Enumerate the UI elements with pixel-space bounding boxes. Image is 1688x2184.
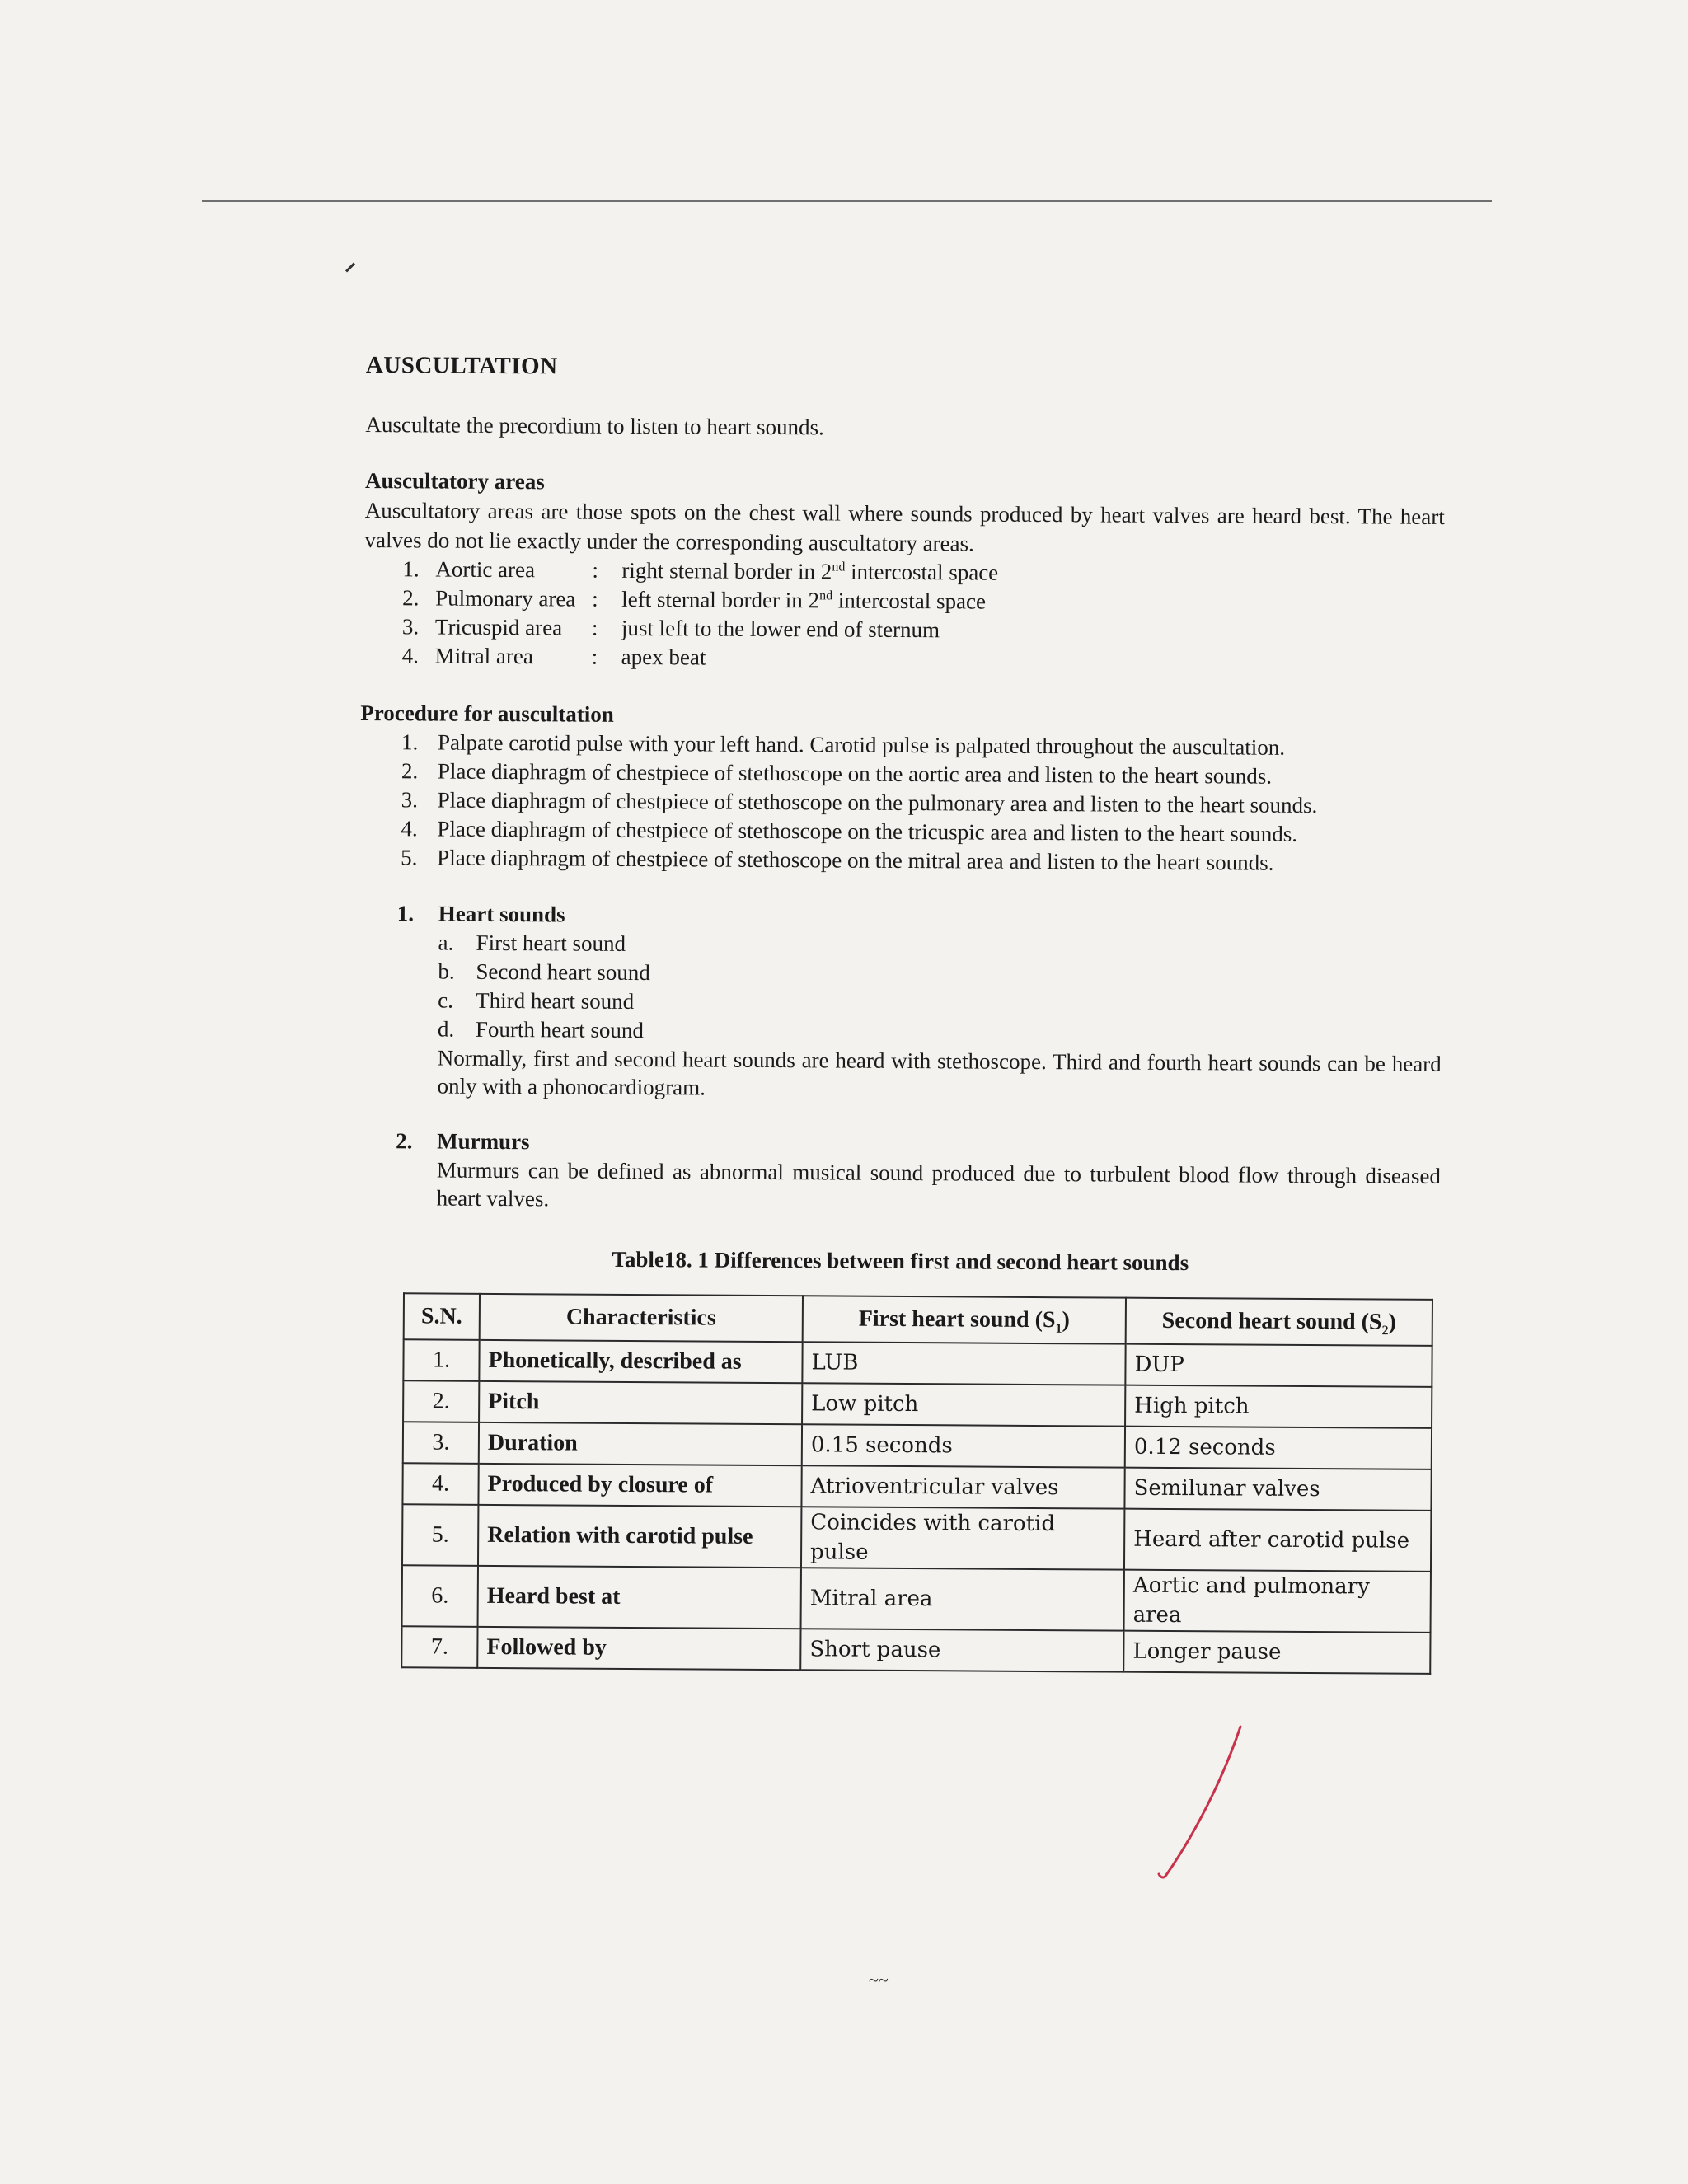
ordinal-suffix: nd (819, 588, 833, 603)
header-text: First heart sound (S (858, 1305, 1056, 1333)
cell-second: Semilunar valves (1124, 1468, 1431, 1511)
section-title: Murmurs (437, 1128, 530, 1155)
section-number: 2. (396, 1128, 413, 1154)
table-row (402, 1565, 1431, 1633)
cell-second: High pitch (1125, 1385, 1432, 1428)
cell-characteristic: Followed by (477, 1627, 800, 1670)
step-text: Place diaphragm of chestpiece of stethoscope on the tricuspic area and listen to the heart sounds. (437, 816, 1298, 846)
header-text: Second heart sound (S (1161, 1307, 1382, 1335)
murmurs-section (396, 1126, 1442, 1218)
area-name: Mitral area (434, 643, 534, 669)
cell-second: DUP (1125, 1344, 1432, 1387)
cell-first: Atrioventricular valves (801, 1465, 1124, 1508)
area-description: just left to the lower end of sternum (621, 615, 940, 643)
list-item (402, 641, 1444, 677)
separator: : (592, 557, 598, 583)
cell-second: 0.12 seconds (1125, 1427, 1432, 1469)
cell-second: Aortic and pulmonary area (1124, 1570, 1431, 1633)
ordinal-suffix: nd (832, 560, 846, 574)
item-text: Fourth heart sound (475, 1016, 645, 1043)
cell-sn: 4. (402, 1463, 478, 1505)
separator: : (591, 644, 598, 669)
area-name: Aortic area (435, 556, 536, 583)
cell-first: Coincides with carotid pulse (801, 1507, 1124, 1569)
section-heading: AUSCULTATION (365, 351, 558, 380)
separator: : (592, 586, 598, 612)
page-number: ~~ (869, 1970, 889, 1990)
item-number: 2. (402, 585, 420, 611)
auscultatory-areas-text: Auscultatory areas are those spots on the chest wall where sounds produced by heart valves are heard best. The heart valves do not lie exactly under the corresponding auscultatory areas. (364, 497, 1445, 556)
checkmark-icon (1154, 1722, 1245, 1887)
area-name: Tricuspid area (434, 614, 563, 640)
header-characteristics: Characteristics (480, 1294, 803, 1342)
cell-sn: 6. (402, 1565, 478, 1627)
separator: : (591, 615, 598, 640)
intro-text: Auscultate the precordium to listen to heart sounds. (365, 411, 824, 440)
procedure-list (401, 728, 1443, 879)
heart-sounds-note: Normally, first and second heart sounds are heard with stethoscope. Third and fourth heart sounds can be heard only with a phonocardiogram. (437, 1045, 1442, 1100)
header-rule (202, 200, 1492, 202)
table-row (403, 1339, 1432, 1387)
header-first-heart-sound (803, 1296, 1126, 1343)
desc-text: intercostal space (832, 588, 987, 614)
item-number: 1. (402, 556, 420, 582)
item-text: First heart sound (476, 930, 626, 956)
procedure-title: Procedure for auscultation (360, 700, 614, 727)
cell-first: LUB (802, 1342, 1125, 1385)
header-text: ) (1388, 1309, 1396, 1335)
section-number: 1. (396, 901, 415, 926)
step-text: Place diaphragm of chestpiece of stethoscope on the pulmonary area and listen to the heart sounds. (437, 787, 1318, 818)
item-letter: a. (438, 930, 454, 955)
cell-first: Low pitch (802, 1383, 1125, 1426)
cell-characteristic: Phonetically, described as (479, 1340, 802, 1383)
table-row (403, 1380, 1432, 1428)
auscultatory-areas-list (402, 555, 1445, 677)
area-description: apex beat (621, 644, 706, 670)
step-number: 1. (401, 729, 419, 755)
cell-first: Short pause (800, 1629, 1123, 1671)
step-text: Palpate carotid pulse with your left hand. Carotid pulse is palpated throughout the auscultation. (438, 729, 1286, 760)
cell-characteristic: Duration (479, 1422, 802, 1465)
header-text: ) (1062, 1307, 1070, 1333)
cell-sn: 1. (403, 1339, 479, 1381)
heart-sounds-list (438, 929, 1442, 1050)
cell-characteristic: Produced by closure of (478, 1464, 801, 1507)
heart-sounds-table (401, 1292, 1433, 1675)
desc-text: intercostal space (845, 559, 999, 585)
cell-sn: 3. (403, 1422, 479, 1464)
step-number: 3. (401, 787, 419, 813)
item-number: 4. (401, 643, 420, 668)
area-description (621, 585, 986, 616)
cell-characteristic: Pitch (479, 1381, 802, 1424)
table-header-row (404, 1293, 1432, 1346)
murmurs-text: Murmurs can be defined as abnormal musical sound produced due to turbulent blood flow through diseased heart valves. (436, 1157, 1441, 1212)
step-number: 4. (401, 816, 418, 841)
subscript: 2 (1381, 1324, 1389, 1338)
desc-text: right sternal border in 2 (621, 557, 832, 584)
cell-first: Mitral area (801, 1568, 1124, 1630)
item-text: Third heart sound (476, 987, 635, 1015)
header-second-heart-sound (1126, 1298, 1432, 1346)
header-sn: S.N. (404, 1293, 480, 1340)
heart-sounds-section (396, 898, 1442, 1106)
cell-sn: 5. (402, 1504, 478, 1566)
step-number: 5. (401, 845, 418, 870)
table-caption: Table18. 1 Differences between first and second heart sounds (612, 1246, 1189, 1276)
cell-first: 0.15 seconds (802, 1424, 1125, 1467)
cell-characteristic: Relation with carotid pulse (478, 1505, 801, 1568)
stray-pen-mark (345, 262, 355, 272)
cell-second: Heard after carotid pulse (1124, 1509, 1431, 1572)
step-text: Place diaphragm of chestpiece of stethoscope on the aortic area and listen to the heart sounds. (437, 758, 1273, 789)
cell-sn: 7. (401, 1626, 477, 1668)
auscultatory-areas-title: Auscultatory areas (364, 467, 545, 494)
table-row (401, 1626, 1430, 1674)
item-text: Second heart sound (476, 958, 650, 986)
list-item (401, 843, 1442, 879)
step-text: Place diaphragm of chestpiece of stethoscope on the mitral area and listen to the heart sounds. (437, 845, 1274, 875)
desc-text: left sternal border in 2 (621, 586, 820, 613)
table-row (402, 1463, 1431, 1511)
page-content (358, 350, 1446, 1675)
table-row (402, 1504, 1431, 1572)
cell-sn: 2. (403, 1380, 479, 1422)
table-row (403, 1422, 1432, 1469)
cell-characteristic: Heard best at (478, 1566, 801, 1629)
cell-second: Longer pause (1123, 1631, 1430, 1674)
item-letter: c. (438, 987, 454, 1013)
item-letter: b. (438, 958, 455, 984)
section-title: Heart sounds (438, 901, 565, 927)
item-number: 3. (401, 614, 420, 640)
step-number: 2. (401, 758, 419, 784)
area-name: Pulmonary area (435, 585, 576, 612)
subscript: 1 (1055, 1321, 1062, 1336)
area-description (621, 556, 998, 588)
item-letter: d. (437, 1016, 455, 1042)
